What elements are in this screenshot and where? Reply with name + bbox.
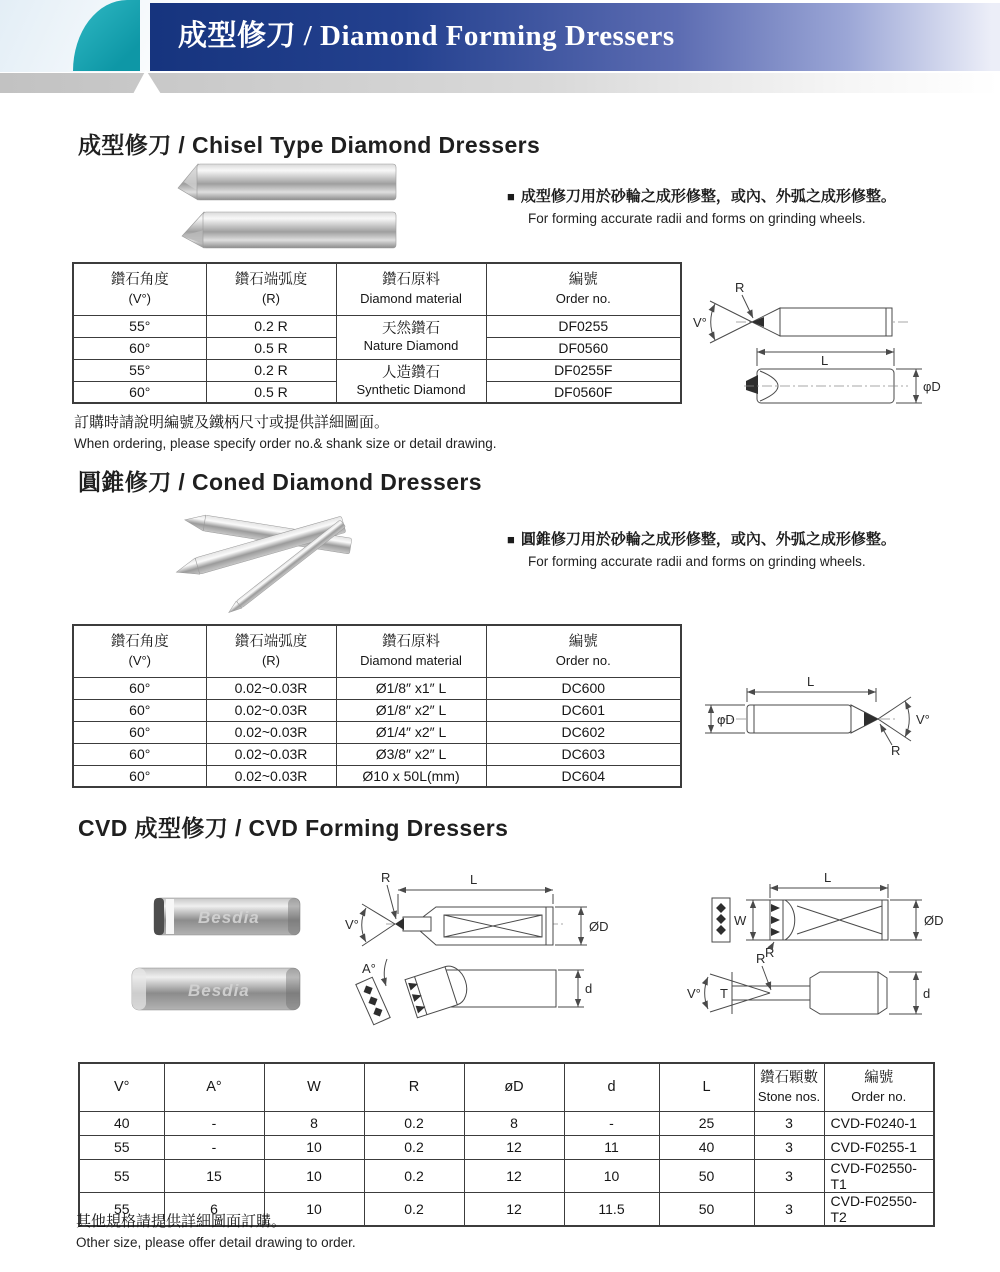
table-cell: Ø1/4″ x2″ L [336,721,486,743]
coned-dressers-photo [148,494,383,619]
cvd-side-diagram [340,858,670,958]
col-header-v: V° [79,1063,164,1111]
table-cell: Ø1/8″ x1″ L [336,677,486,699]
table-cell-order: CVD-F02550-T2 [824,1192,934,1226]
table-cell: 55° [73,315,206,337]
table-cell: 60° [73,765,206,787]
table-cell: 60° [73,337,206,359]
table-row [73,721,681,743]
col-header-order: 編號 Order no. [824,1063,934,1111]
dim-label-r: R [891,743,901,758]
chisel-description-zh [507,185,952,206]
table-cell: 0.2 [364,1159,464,1192]
table-cell: 0.2 [364,1192,464,1226]
dim-label-r: R [756,951,766,966]
header-band [150,3,1000,71]
col-header-radius: 鑽石端弧度 (R) [206,263,336,315]
note-zh: 其他規格請提供詳細圖面訂購。 [76,1213,287,1230]
section-title-cvd: CVD 成型修刀 / CVD Forming Dressers [78,815,509,841]
dim-label-phid: φD [923,379,941,394]
col-header-material: 鑽石原料 Diamond material [336,625,486,677]
table-cell: 3 [754,1135,824,1159]
coned-description-zh [507,528,952,549]
table-cell: 0.02~0.03R [206,765,336,787]
dim-label-d: d [923,986,931,1001]
table-cell: 50 [659,1192,754,1226]
note-zh: 訂購時請說明編號及鐵柄尺寸或提供詳細圖面。 [74,414,390,431]
table-cell: 0.02~0.03R [206,699,336,721]
table-cell: 3 [754,1192,824,1226]
table-row [73,315,681,337]
dim-label-v: V° [693,315,707,330]
table-cell: 55 [79,1135,164,1159]
chisel-table [72,262,682,404]
brand-logo: Besdia [198,908,260,927]
table-row [73,699,681,721]
cvd-angle-diagram [340,953,670,1053]
table-cell: DF0255 [486,315,681,337]
table-cell: Ø10 x 50L(mm) [336,765,486,787]
table-cell: 60° [73,381,206,403]
col-header-od: øD [464,1063,564,1111]
table-row [79,1159,934,1192]
coned-desc-zh-text: 圓錐修刀用於砂輪之成形修整，或內、外弧之成形修整。 [520,531,896,548]
table-cell-material-natural: 天然鑽石 Nature Diamond [336,315,486,359]
section-title-coned: 圓錐修刀 / Coned Diamond Dressers [78,469,482,495]
coned-table [72,624,682,788]
dim-label-v: V° [916,712,930,727]
table-cell: 0.5 R [206,381,336,403]
table-cell: - [164,1135,264,1159]
note-en: Other size, please offer detail drawing to order. [76,1235,356,1250]
table-cell: 6 [164,1192,264,1226]
table-cell-order: CVD-F0255-1 [824,1135,934,1159]
dim-label-r: R [381,870,391,885]
table-cell: 60° [73,721,206,743]
coned-description-en: For forming accurate radii and forms on grinding wheels. [528,554,866,569]
table-header-row [73,625,681,677]
col-header-l: L [659,1063,754,1111]
table-cell: 11 [564,1135,659,1159]
table-cell: DF0255F [486,359,681,381]
dim-label-w: W [734,913,747,928]
dim-label-od: ØD [589,919,609,934]
square-bullet-icon: ■ [507,189,515,204]
dim-label-l: L [470,872,478,887]
table-cell: 12 [464,1159,564,1192]
table-cell: 0.02~0.03R [206,743,336,765]
cvd-dressers-photo [130,868,330,1050]
table-cell: DC602 [486,721,681,743]
table-row [73,359,681,381]
table-cell: Ø1/8″ x2″ L [336,699,486,721]
table-cell: 50 [659,1159,754,1192]
table-cell: 0.2 [364,1135,464,1159]
chisel-rod-bottom [182,212,396,248]
table-cell: 55 [79,1192,164,1226]
dim-label-l: L [821,353,829,368]
table-row [73,677,681,699]
table-cell: 11.5 [564,1192,659,1226]
diamond-strip-legend [356,977,390,1025]
table-cell: 0.5 R [206,337,336,359]
cvd-dresser-top [154,898,300,935]
chisel-dressers-photo [168,159,403,252]
cvd-order-note [76,1210,356,1250]
table-cell: Ø3/8″ x2″ L [336,743,486,765]
col-header-w: W [264,1063,364,1111]
note-en: When ordering, please specify order no.& shank size or detail drawing. [74,436,497,451]
col-header-stone: 鑽石顆數 Stone nos. [754,1063,824,1111]
table-row [79,1111,934,1135]
table-cell: 8 [264,1111,364,1135]
table-cell-order: CVD-F0240-1 [824,1111,934,1135]
chisel-description-en: For forming accurate radii and forms on grinding wheels. [528,211,866,226]
table-cell-order: CVD-F02550-T1 [824,1159,934,1192]
table-cell: DC603 [486,743,681,765]
col-header-a: A° [164,1063,264,1111]
chisel-description [507,185,952,226]
col-header-r: R [364,1063,464,1111]
cvd-table [78,1062,935,1227]
table-cell: 10 [264,1192,364,1226]
dim-label-a: A° [362,961,376,976]
table-cell: 25 [659,1111,754,1135]
col-header-order: 編號 Order no. [486,263,681,315]
dim-label-l: L [807,674,815,689]
table-cell: 40 [659,1135,754,1159]
col-header-angle: 鑽石角度 (V°) [73,263,206,315]
dim-label-t: T [720,986,728,1001]
section-title-chisel: 成型修刀 / Chisel Type Diamond Dressers [78,132,541,158]
dim-label-phid: φD [717,712,735,727]
table-row [73,743,681,765]
col-header-angle: 鑽石角度 (V°) [73,625,206,677]
table-row [73,765,681,787]
table-row [79,1135,934,1159]
table-cell: 10 [564,1159,659,1192]
dim-label-r: R [735,280,745,295]
table-cell: 55 [79,1159,164,1192]
table-cell: 15 [164,1159,264,1192]
table-cell-material-synthetic: 人造鑽石 Synthetic Diamond [336,359,486,403]
table-cell: 0.2 R [206,315,336,337]
col-header-d: d [564,1063,659,1111]
dim-label-od: ØD [924,913,944,928]
coned-dresser-diagram [690,642,1000,782]
dim-label-v: V° [345,917,359,932]
chisel-desc-zh-text: 成型修刀用於砂輪之成形修整，或內、外弧之成形修整。 [520,188,896,205]
cvd-dresser-bottom [132,968,300,1010]
table-cell: 10 [264,1159,364,1192]
page-title: 成型修刀 / Diamond Forming Dressers [178,20,675,52]
dim-label-v: V° [687,986,701,1001]
table-header-row [79,1063,934,1111]
dim-label-l: L [824,870,832,885]
table-cell: DF0560 [486,337,681,359]
table-cell: 3 [754,1111,824,1135]
square-bullet-icon: ■ [507,532,515,547]
col-header-material: 鑽石原料 Diamond material [336,263,486,315]
table-cell: 10 [264,1135,364,1159]
table-cell: DC600 [486,677,681,699]
table-cell: 8 [464,1111,564,1135]
table-cell: DC604 [486,765,681,787]
cvd-taper-diagram [682,948,1000,1053]
table-cell: 0.02~0.03R [206,677,336,699]
chisel-order-note [74,411,496,451]
col-header-order: 編號 Order no. [486,625,681,677]
table-cell: 12 [464,1192,564,1226]
table-cell: - [564,1111,659,1135]
table-cell: DF0560F [486,381,681,403]
table-cell: 3 [754,1159,824,1192]
dim-label-r: R [765,945,775,958]
table-cell: 60° [73,677,206,699]
coned-description [507,528,952,569]
table-cell: 12 [464,1135,564,1159]
table-cell: 40 [79,1111,164,1135]
table-cell: DC601 [486,699,681,721]
chisel-rod-top [178,164,396,200]
chisel-dresser-diagram [688,262,1000,412]
table-cell: 0.2 R [206,359,336,381]
cvd-front-diagram [682,858,1000,958]
table-cell: 0.02~0.03R [206,721,336,743]
diamond-strip-legend [712,898,730,942]
table-cell: - [164,1111,264,1135]
col-header-radius: 鑽石端弧度 (R) [206,625,336,677]
table-cell: 60° [73,743,206,765]
table-cell: 0.2 [364,1111,464,1135]
table-cell: 60° [73,699,206,721]
brand-logo: Besdia [188,981,250,1000]
table-cell: 55° [73,359,206,381]
table-header-row [73,263,681,315]
dim-label-d: d [585,981,593,996]
